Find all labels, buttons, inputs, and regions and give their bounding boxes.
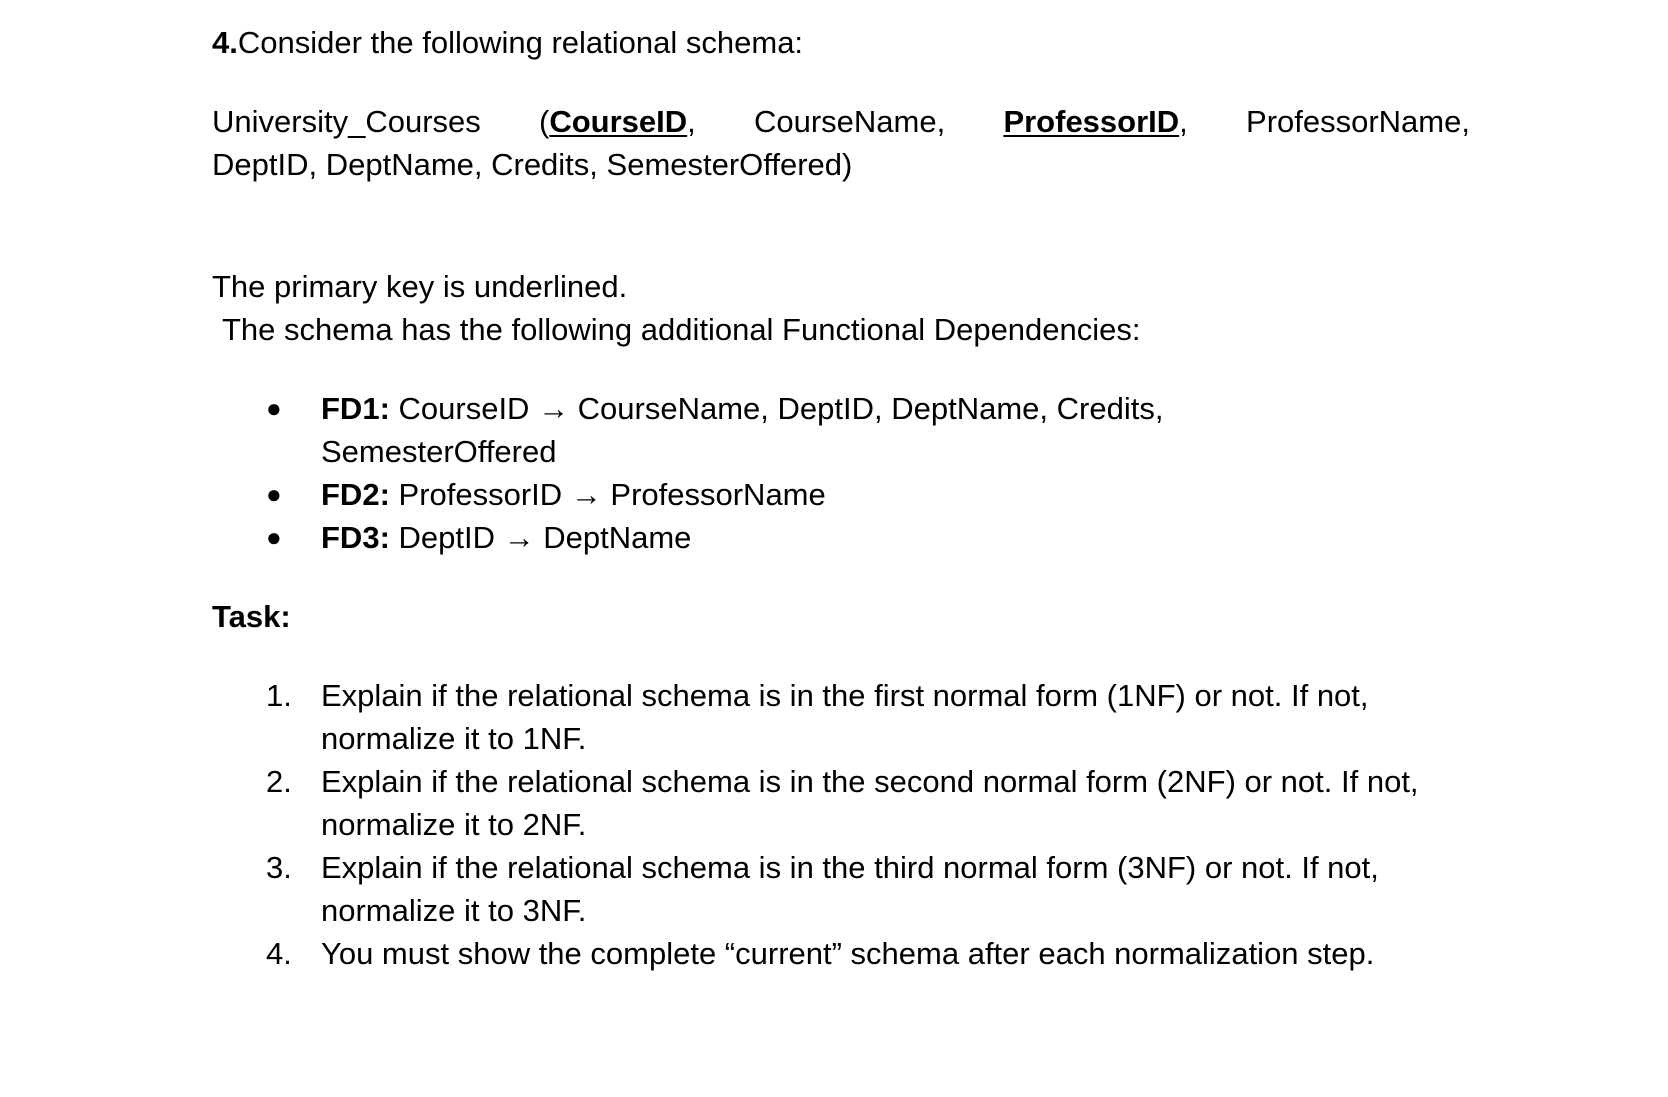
schema-attribute-professorid xyxy=(1003,100,1187,143)
relational-schema xyxy=(212,100,1470,186)
pk-attribute-courseid: CourseID xyxy=(549,104,688,139)
attribute-professorname: ProfessorName xyxy=(1246,104,1462,139)
bullet-icon: ● xyxy=(266,479,282,509)
task-text: Explain if the relational schema is in the second normal form (2NF) or not. If not, normalize it to 2NF. xyxy=(321,764,1419,842)
document-page xyxy=(212,21,1470,975)
task-text: Explain if the relational schema is in the third normal form (3NF) or not. If not, normalize it to 3NF. xyxy=(321,850,1379,928)
list-item xyxy=(212,473,1371,516)
task-number: 1. xyxy=(266,678,292,713)
primary-key-note: The primary key is underlined. xyxy=(212,269,628,304)
fd-intro: The schema has the following additional Functional Dependencies: xyxy=(222,312,1141,347)
list-item xyxy=(212,932,1481,975)
schema-line-2: DeptID, DeptName, Credits, SemesterOffered) xyxy=(212,147,853,182)
functional-dependency-list xyxy=(212,387,1470,559)
task-number: 4. xyxy=(266,936,292,971)
schema-attribute-professorname xyxy=(1246,100,1470,143)
fd-label: FD3: xyxy=(321,520,390,555)
attr-separator: , xyxy=(936,104,946,139)
list-item xyxy=(212,846,1481,932)
relation-name: University_Courses xyxy=(212,104,481,139)
fd-text: DeptID → DeptName xyxy=(398,520,692,555)
list-item xyxy=(212,387,1371,473)
task-number: 3. xyxy=(266,850,292,885)
list-item xyxy=(212,674,1481,760)
question-heading xyxy=(212,21,1470,64)
question-number: 4. xyxy=(212,25,238,60)
attr-separator: , xyxy=(687,104,696,139)
bullet-icon: ● xyxy=(266,522,282,552)
schema-attribute-courseid xyxy=(539,100,696,143)
pk-attribute-professorid: ProfessorID xyxy=(1003,104,1180,139)
attr-separator: , xyxy=(1461,104,1470,139)
schema-notes xyxy=(212,265,1470,351)
task-title: Task: xyxy=(212,599,291,634)
fd-text: CourseID → CourseName, DeptID, DeptName, Credits, SemesterOffered xyxy=(321,391,1164,469)
open-paren: ( xyxy=(538,104,550,139)
fd-label: FD2: xyxy=(321,477,390,512)
task-list xyxy=(212,674,1470,975)
attr-separator: , xyxy=(1179,104,1188,139)
task-number: 2. xyxy=(266,764,292,799)
schema-attribute-coursename xyxy=(754,100,945,143)
list-item xyxy=(212,760,1481,846)
schema-line-1 xyxy=(212,100,1470,143)
fd-label: FD1: xyxy=(321,391,390,426)
fd-text: ProfessorID → ProfessorName xyxy=(398,477,826,512)
task-text: You must show the complete “current” schema after each normalization step. xyxy=(321,936,1375,971)
bullet-icon: ● xyxy=(266,393,282,423)
list-item xyxy=(212,516,1371,559)
attribute-coursename: CourseName xyxy=(753,104,937,139)
task-text: Explain if the relational schema is in the first normal form (1NF) or not. If not, normalize it to 1NF. xyxy=(321,678,1369,756)
question-intro: Consider the following relational schema: xyxy=(237,25,804,60)
